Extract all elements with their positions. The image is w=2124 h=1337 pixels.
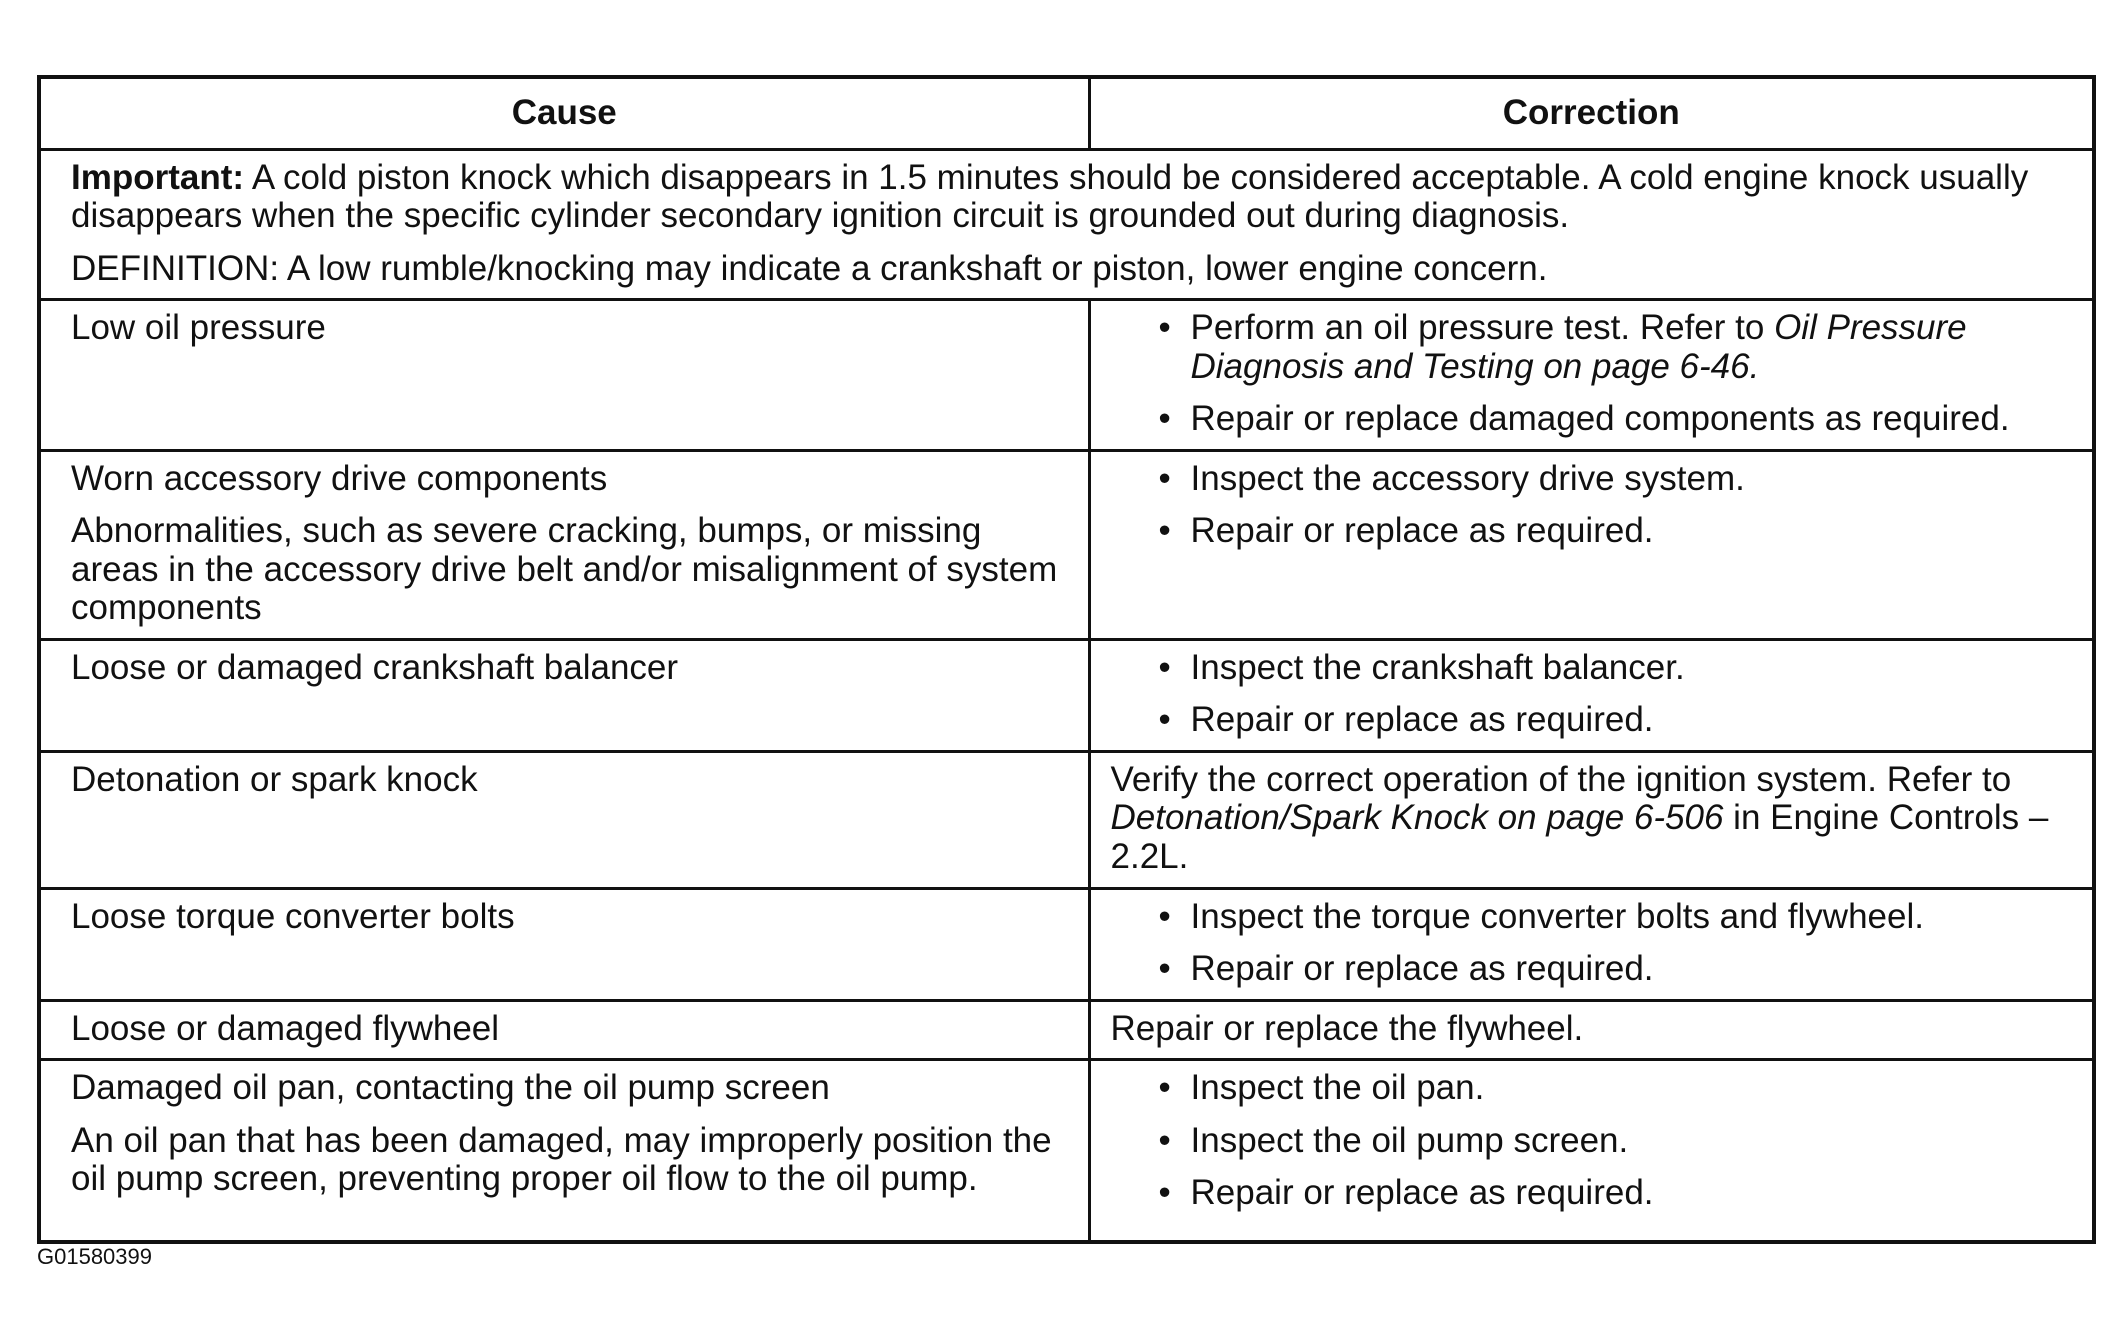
note-cell [39, 149, 2094, 300]
correction-text: Inspect the oil pump screen. [1190, 1120, 1629, 1160]
correction-reference: Oil Pressure Diagnosis and Testing on page 6-46. [1190, 308, 1967, 386]
correction-text-part: Verify the correct operation of the ignition system. Refer to [1110, 759, 2012, 799]
cause-text: Loose or damaged flywheel [71, 1008, 500, 1048]
table-row [39, 1060, 2094, 1242]
list-item [1159, 400, 2063, 439]
correction-text: Inspect the torque converter bolts and flywheel. [1190, 896, 1924, 936]
bullet-icon: • [1158, 458, 1171, 498]
list-item [1159, 512, 2063, 551]
list-item [1159, 1174, 2063, 1213]
cause-text: Loose torque converter bolts [71, 896, 515, 936]
correction-text: Repair or replace as required. [1190, 700, 1654, 739]
correction-list [1121, 1069, 2063, 1213]
important-label: Important: [71, 157, 245, 197]
bullet-icon: • [1158, 399, 1171, 438]
correction-text [1111, 761, 2063, 877]
cause-text: Worn accessory drive components [71, 458, 608, 498]
table-row [39, 751, 2094, 888]
correction-text-part: in Engine Controls – 2.2L. [1110, 798, 2049, 876]
cause-text: Low oil pressure [71, 308, 326, 347]
bullet-icon: • [1158, 511, 1171, 550]
bullet-icon: • [1158, 1173, 1171, 1212]
correction-list [1121, 460, 2063, 551]
important-text: A cold piston knock which disappears in 1.5 minutes should be considered acceptable. A cold engine knock usually disappears when the specific cylinder secondary ignition circuit is grounded out during diagnosis. [71, 157, 2029, 235]
correction-cell [1089, 1000, 2094, 1060]
cause-text: Detonation or spark knock [71, 759, 478, 799]
correction-text: Inspect the crankshaft balancer. [1190, 647, 1685, 687]
correction-text: Repair or replace as required. [1190, 511, 1654, 550]
list-item [1159, 701, 2063, 740]
correction-text: Perform an oil pressure test. Refer to [1190, 308, 1775, 347]
correction-text: Repair or replace damaged components as required. [1190, 399, 2010, 438]
correction-list [1121, 649, 2063, 740]
bullet-icon: • [1158, 896, 1171, 936]
cause-detail: An oil pan that has been damaged, may improperly position the oil pump screen, preventing proper oil flow to the oil pump. [71, 1120, 1052, 1198]
list-item [1159, 898, 2063, 937]
correction-text: Repair or replace as required. [1190, 1173, 1654, 1212]
list-item [1159, 1122, 2063, 1161]
cause-cell [39, 300, 1089, 451]
cause-cell [39, 450, 1089, 639]
list-item [1159, 1069, 2063, 1108]
figure-id: G01580399 [37, 1244, 152, 1269]
correction-text: Repair or replace as required. [1190, 949, 1654, 988]
correction-reference: Detonation/Spark Knock on page 6-506 [1110, 798, 1724, 837]
list-item [1159, 950, 2063, 989]
correction-cell [1089, 751, 2094, 888]
table-row [39, 300, 2094, 451]
correction-cell [1089, 639, 2094, 751]
table-row [39, 639, 2094, 751]
correction-list [1121, 898, 2063, 989]
bullet-icon: • [1158, 949, 1171, 988]
list-item [1159, 460, 2063, 499]
note-row [39, 149, 2094, 300]
column-header-correction: Correction [1089, 77, 2094, 149]
cause-cell [39, 639, 1089, 751]
table-header-row [39, 77, 2094, 149]
cause-cell [39, 751, 1089, 888]
correction-cell [1089, 888, 2094, 1000]
correction-text: Inspect the accessory drive system. [1190, 458, 1745, 498]
cause-detail: Abnormalities, such as severe cracking, bumps, or missing areas in the accessory drive belt and/or misalignment of system components [71, 511, 1058, 627]
definition-note: DEFINITION: A low rumble/knocking may indicate a crankshaft or piston, lower engine concern. [71, 248, 1548, 288]
bullet-icon: • [1158, 1068, 1171, 1107]
list-item [1159, 309, 2063, 386]
important-note [71, 159, 2062, 236]
correction-text: Inspect the oil pan. [1190, 1068, 1485, 1107]
cause-text: Damaged oil pan, contacting the oil pump screen [71, 1068, 830, 1107]
table-row [39, 1000, 2094, 1060]
cause-text: Loose or damaged crankshaft balancer [71, 647, 679, 687]
cause-cell [39, 1060, 1089, 1242]
correction-cell [1089, 450, 2094, 639]
correction-list [1121, 309, 2063, 439]
correction-cell [1089, 1060, 2094, 1242]
correction-cell [1089, 300, 2094, 451]
cause-correction-table [37, 75, 2096, 1244]
bullet-icon: • [1158, 700, 1171, 739]
bullet-icon: • [1158, 308, 1171, 347]
table-row [39, 888, 2094, 1000]
correction-text: Repair or replace the flywheel. [1110, 1008, 1584, 1048]
column-header-cause: Cause [39, 77, 1089, 149]
list-item [1159, 649, 2063, 688]
cause-cell [39, 888, 1089, 1000]
bullet-icon: • [1158, 1120, 1171, 1160]
cause-cell [39, 1000, 1089, 1060]
bullet-icon: • [1158, 647, 1171, 687]
table-row [39, 450, 2094, 639]
